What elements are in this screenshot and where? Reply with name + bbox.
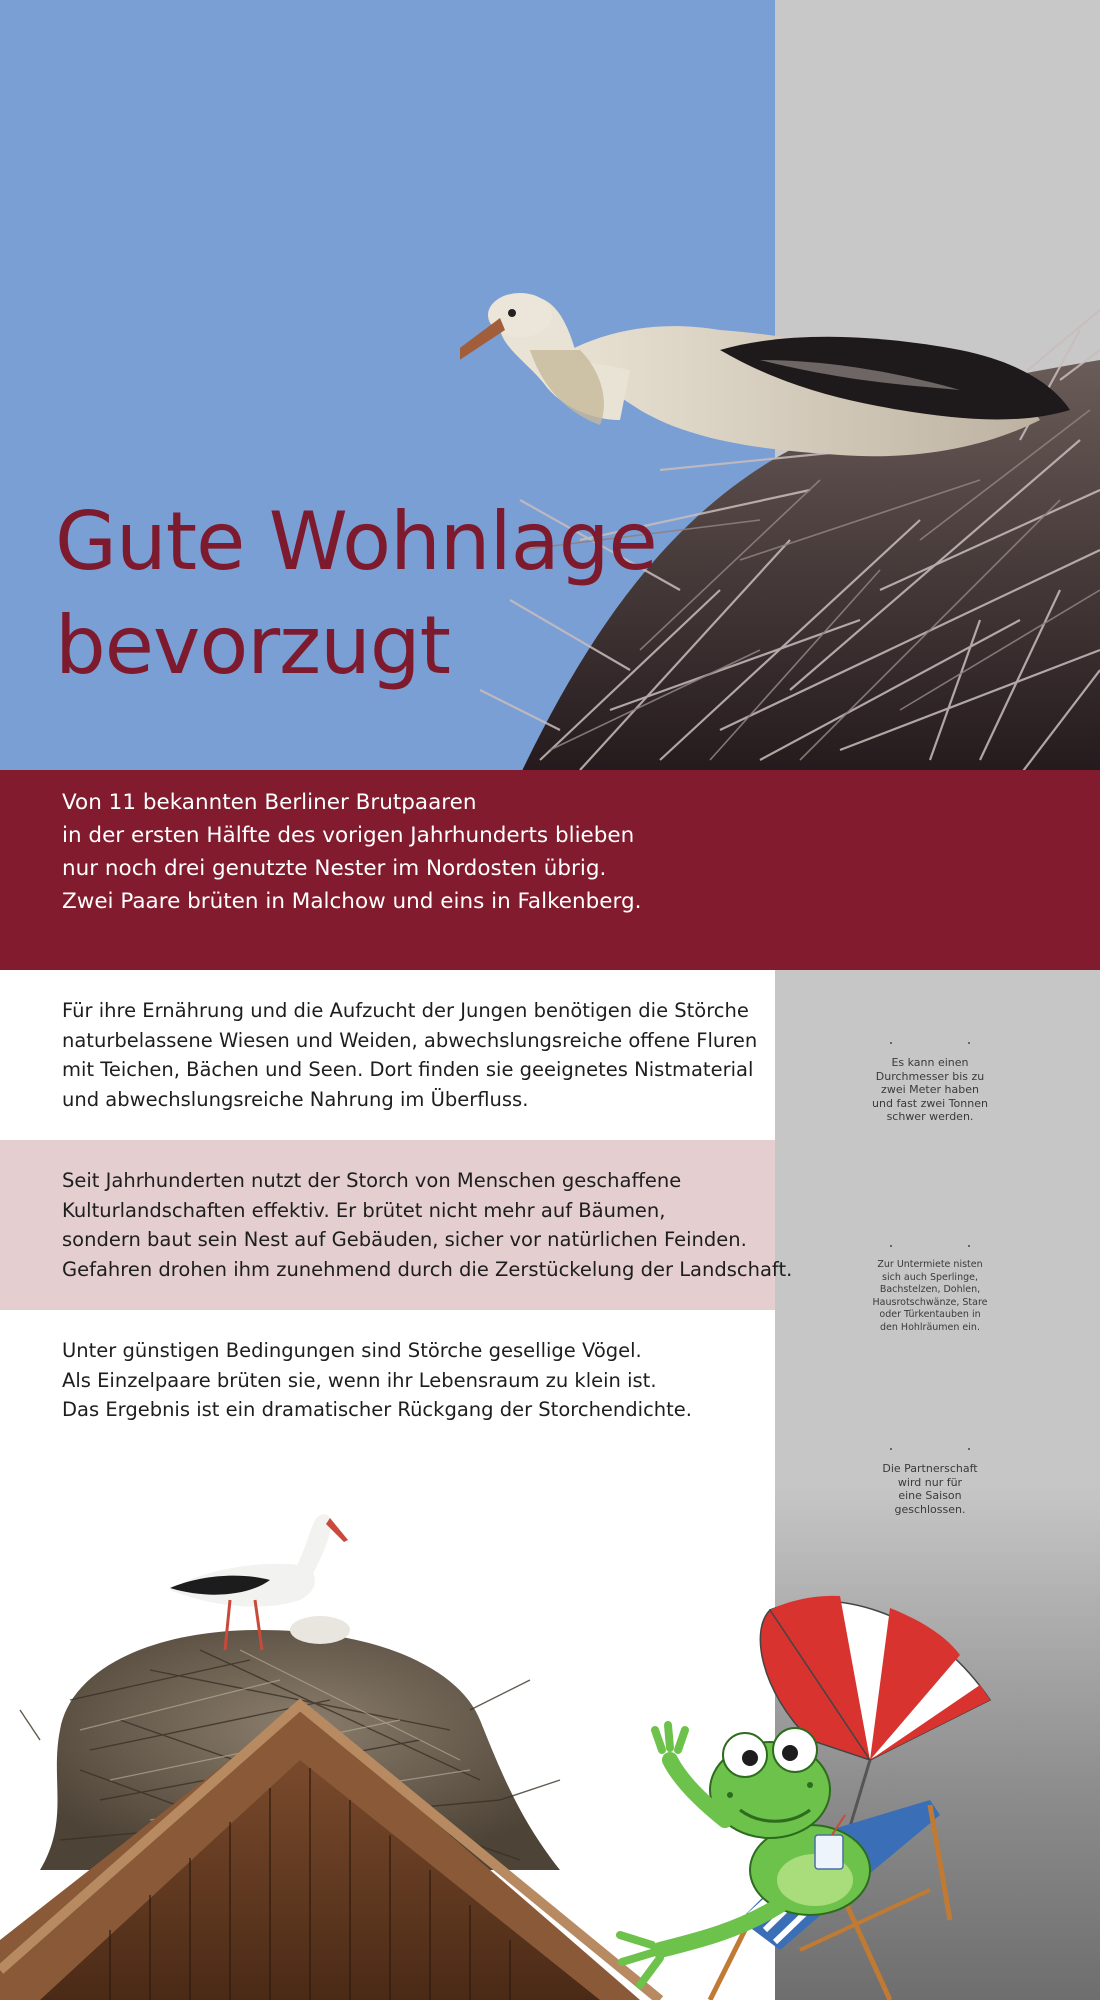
intro-line: in der ersten Hälfte des vorigen Jahrhunderts blieben [62, 823, 635, 848]
paragraph-line: Kulturlandschaften effektiv. Er brütet nicht mehr auf Bäumen, [62, 1198, 666, 1222]
frog-icon [620, 1725, 870, 1985]
note-marker [890, 1042, 970, 1046]
side-note-subtenants [865, 1259, 995, 1334]
title-line-2: bevorzugt [55, 599, 451, 692]
side-note-line: den Hohlräumen ein. [880, 1321, 980, 1333]
side-note-line: Hausrotschwänze, Stare [872, 1296, 988, 1308]
paragraph-line: Seit Jahrhunderten nutzt der Storch von Menschen geschaffene [62, 1169, 682, 1192]
paragraph-line: Für ihre Ernährung und die Aufzucht der Jungen benötigen die Störche [62, 999, 749, 1022]
paragraph-line: mit Teichen, Bächen und Seen. Dort finden sie geeignetes Nistmaterial [62, 1058, 754, 1081]
paragraph-habitat [62, 996, 757, 1114]
title-line-1: Gute Wohnlage [55, 495, 657, 588]
side-note-line: zwei Meter haben [881, 1083, 979, 1096]
side-note-partnership [865, 1462, 995, 1516]
page-title [55, 490, 657, 698]
paragraph-cultural-landscape [62, 1166, 792, 1284]
side-note-line: geschlossen. [894, 1502, 966, 1516]
side-note-line: oder Türkentauben in [879, 1309, 981, 1320]
intro-line: nur noch drei genutzte Nester im Nordosten übrig. [62, 856, 607, 881]
side-note-line: Bachstelzen, Dohlen, [879, 1284, 981, 1295]
side-note-line: Durchmesser bis zu [875, 1069, 985, 1083]
paragraph-density [62, 1336, 692, 1425]
side-note-line: sich auch Sperlinge, [882, 1271, 978, 1283]
paragraph-line: Das Ergebnis ist ein dramatischer Rückgang der Storchendichte. [62, 1398, 692, 1421]
side-note-line: eine Saison [898, 1489, 962, 1502]
paragraph-line: Als Einzelpaare brüten sie, wenn ihr Lebensraum zu klein ist. [62, 1368, 657, 1392]
side-note-line: und fast zwei Tonnen [872, 1096, 988, 1110]
frog-in-deckchair-illustration [600, 1590, 1020, 2000]
intro-line: Zwei Paare brüten in Malchow und eins in Falkenberg. [62, 889, 642, 914]
side-note-line: Zur Untermiete nisten [877, 1259, 983, 1270]
intro-line: Von 11 bekannten Berliner Brutpaaren [62, 790, 477, 815]
paragraph-line: naturbelassene Wiesen und Weiden, abwechslungsreiche offene Fluren [62, 1028, 758, 1052]
note-marker [890, 1245, 970, 1249]
paragraph-line: Gefahren drohen ihm zunehmend durch die Zerstückelung der Landschaft. [62, 1257, 793, 1281]
paragraph-line: und abwechslungsreiche Nahrung im Überfluss. [62, 1087, 529, 1111]
intro-text [62, 786, 641, 918]
side-note-line: wird nur für [897, 1475, 963, 1489]
note-marker [890, 1448, 970, 1452]
side-note-nest-size [865, 1056, 995, 1124]
paragraph-line: Unter günstigen Bedingungen sind Störche gesellige Vögel. [62, 1339, 642, 1362]
side-note-line: Es kann einen [891, 1056, 969, 1069]
paragraph-line: sondern baut sein Nest auf Gebäuden, sicher vor natürlichen Feinden. [62, 1228, 747, 1251]
side-note-line: schwer werden. [886, 1110, 974, 1123]
side-note-line: Die Partnerschaft [882, 1462, 978, 1475]
